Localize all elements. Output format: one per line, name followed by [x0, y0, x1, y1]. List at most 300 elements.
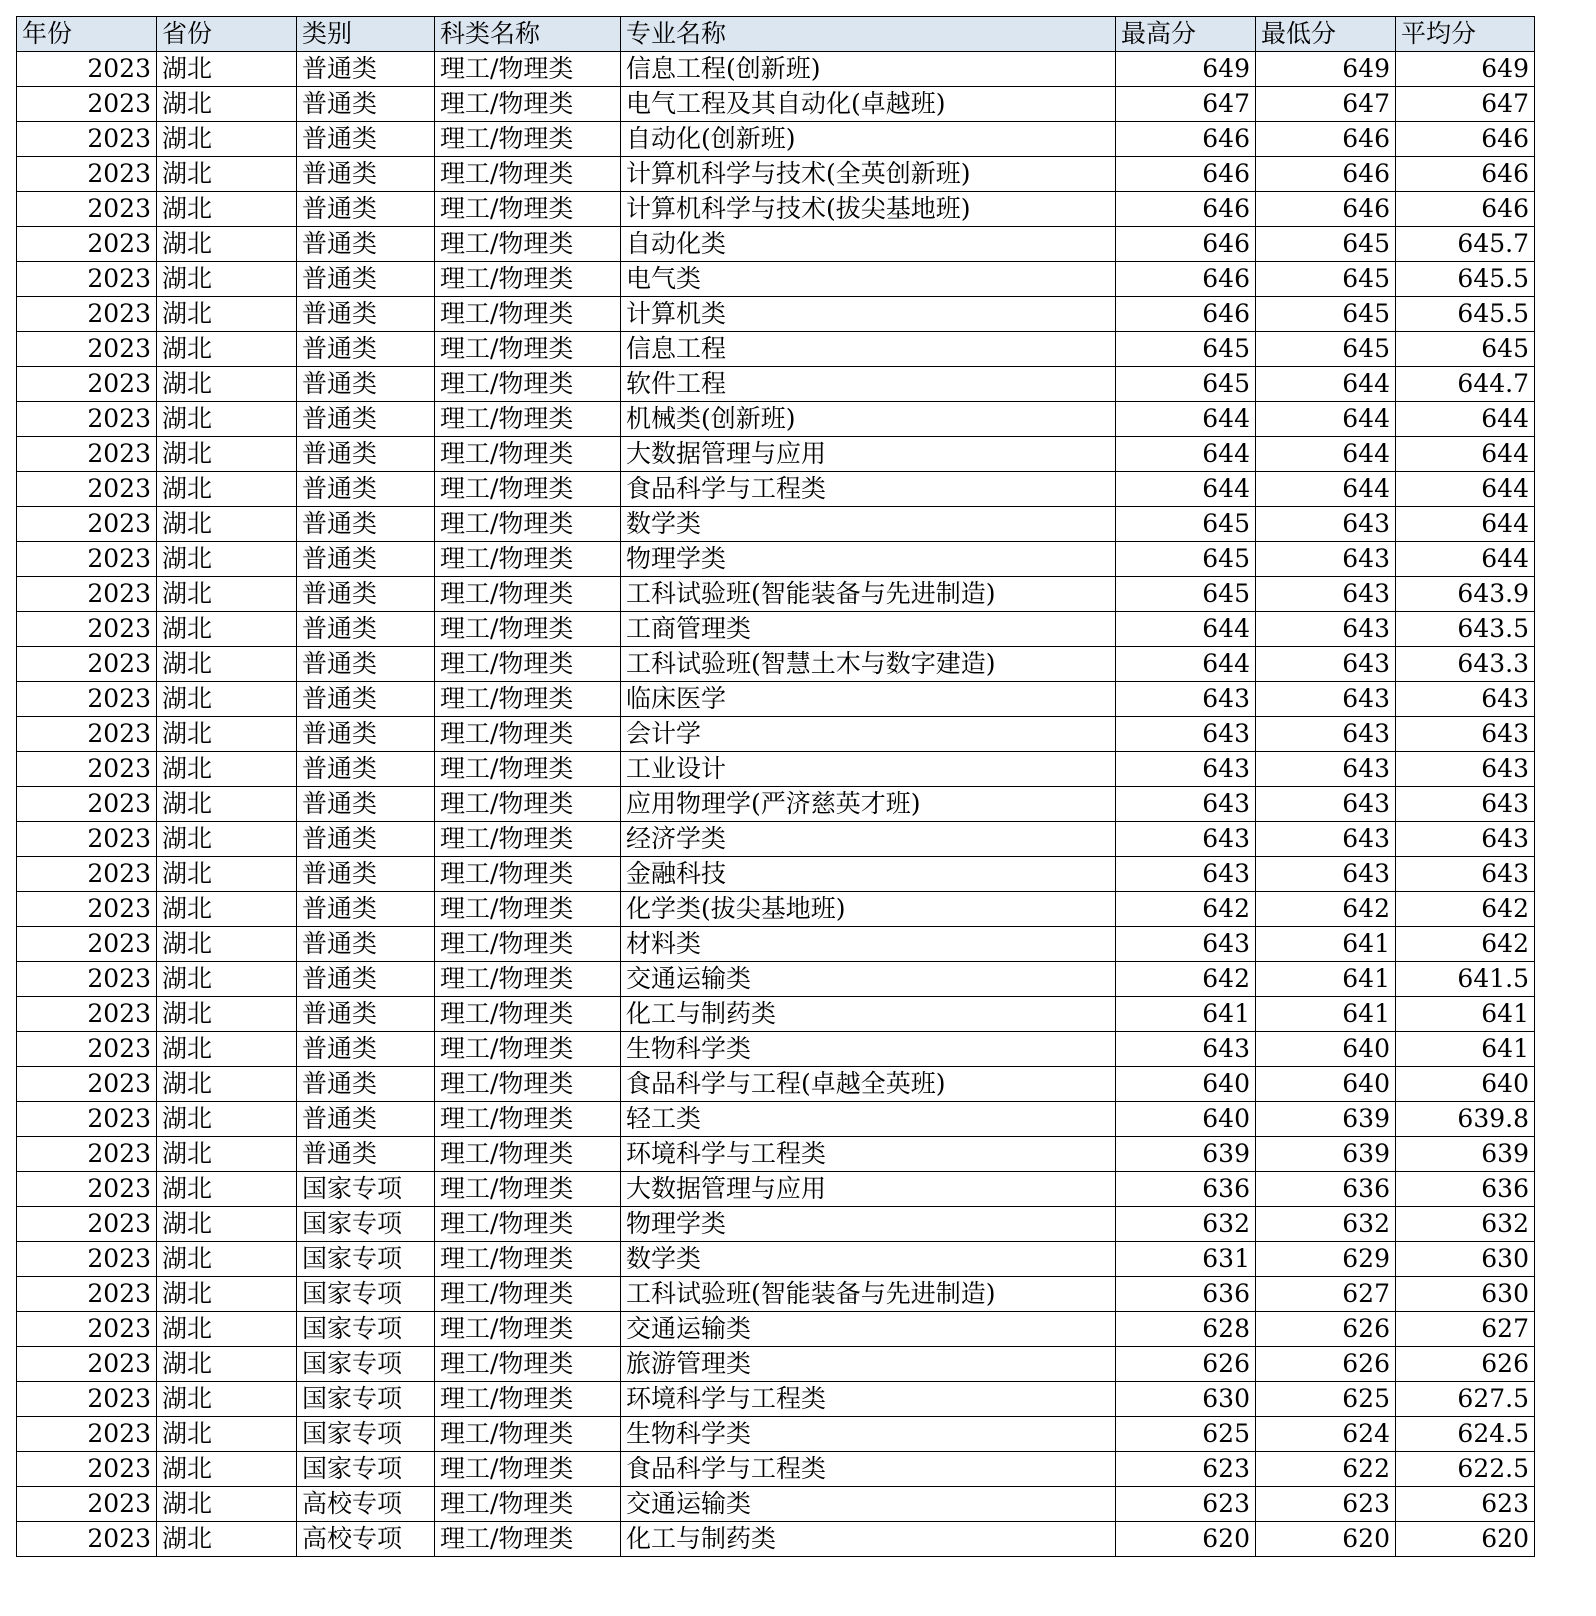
year-cell: 2023 [17, 227, 157, 262]
major-cell: 物理学类 [621, 1207, 1116, 1242]
subject-type-cell: 理工/物理类 [435, 157, 621, 192]
avg-score-cell: 643 [1396, 787, 1535, 822]
max-score-cell: 643 [1116, 752, 1256, 787]
category-cell: 普通类 [297, 122, 435, 157]
header-min-score: 最低分 [1256, 17, 1396, 52]
table-row [17, 612, 1535, 647]
min-score-cell: 643 [1256, 822, 1396, 857]
max-score-cell: 645 [1116, 332, 1256, 367]
year-cell: 2023 [17, 612, 157, 647]
max-score-cell: 649 [1116, 52, 1256, 87]
subject-type-cell: 理工/物理类 [435, 1137, 621, 1172]
avg-score-cell: 644 [1396, 402, 1535, 437]
province-cell: 湖北 [157, 1067, 297, 1102]
province-cell: 湖北 [157, 472, 297, 507]
province-cell: 湖北 [157, 787, 297, 822]
subject-type-cell: 理工/物理类 [435, 1417, 621, 1452]
table-row [17, 752, 1535, 787]
subject-type-cell: 理工/物理类 [435, 1277, 621, 1312]
max-score-cell: 643 [1116, 1032, 1256, 1067]
header-max-score: 最高分 [1116, 17, 1256, 52]
avg-score-cell: 645.5 [1396, 262, 1535, 297]
province-cell: 湖北 [157, 857, 297, 892]
min-score-cell: 643 [1256, 542, 1396, 577]
subject-type-cell: 理工/物理类 [435, 87, 621, 122]
subject-type-cell: 理工/物理类 [435, 1312, 621, 1347]
province-cell: 湖北 [157, 612, 297, 647]
subject-type-cell: 理工/物理类 [435, 962, 621, 997]
avg-score-cell: 645 [1396, 332, 1535, 367]
province-cell: 湖北 [157, 1242, 297, 1277]
avg-score-cell: 643 [1396, 822, 1535, 857]
subject-type-cell: 理工/物理类 [435, 542, 621, 577]
subject-type-cell: 理工/物理类 [435, 612, 621, 647]
table-row [17, 157, 1535, 192]
avg-score-cell: 649 [1396, 52, 1535, 87]
min-score-cell: 643 [1256, 507, 1396, 542]
subject-type-cell: 理工/物理类 [435, 262, 621, 297]
table-row [17, 577, 1535, 612]
category-cell: 国家专项 [297, 1172, 435, 1207]
min-score-cell: 643 [1256, 612, 1396, 647]
table-row [17, 367, 1535, 402]
min-score-cell: 639 [1256, 1137, 1396, 1172]
avg-score-cell: 644.7 [1396, 367, 1535, 402]
min-score-cell: 627 [1256, 1277, 1396, 1312]
min-score-cell: 643 [1256, 717, 1396, 752]
avg-score-cell: 646 [1396, 157, 1535, 192]
max-score-cell: 646 [1116, 192, 1256, 227]
min-score-cell: 629 [1256, 1242, 1396, 1277]
province-cell: 湖北 [157, 682, 297, 717]
province-cell: 湖北 [157, 1487, 297, 1522]
table-row [17, 1032, 1535, 1067]
subject-type-cell: 理工/物理类 [435, 927, 621, 962]
table-row [17, 1242, 1535, 1277]
province-cell: 湖北 [157, 542, 297, 577]
max-score-cell: 623 [1116, 1452, 1256, 1487]
year-cell: 2023 [17, 892, 157, 927]
subject-type-cell: 理工/物理类 [435, 1207, 621, 1242]
min-score-cell: 644 [1256, 402, 1396, 437]
category-cell: 普通类 [297, 1102, 435, 1137]
min-score-cell: 646 [1256, 157, 1396, 192]
avg-score-cell: 643 [1396, 857, 1535, 892]
province-cell: 湖北 [157, 87, 297, 122]
avg-score-cell: 644 [1396, 472, 1535, 507]
major-cell: 临床医学 [621, 682, 1116, 717]
table-row [17, 1172, 1535, 1207]
table-row [17, 1312, 1535, 1347]
min-score-cell: 646 [1256, 122, 1396, 157]
subject-type-cell: 理工/物理类 [435, 297, 621, 332]
major-cell: 环境科学与工程类 [621, 1137, 1116, 1172]
category-cell: 普通类 [297, 472, 435, 507]
max-score-cell: 643 [1116, 857, 1256, 892]
category-cell: 普通类 [297, 297, 435, 332]
major-cell: 材料类 [621, 927, 1116, 962]
year-cell: 2023 [17, 857, 157, 892]
avg-score-cell: 644 [1396, 437, 1535, 472]
major-cell: 计算机科学与技术(全英创新班) [621, 157, 1116, 192]
major-cell: 大数据管理与应用 [621, 1172, 1116, 1207]
max-score-cell: 636 [1116, 1172, 1256, 1207]
avg-score-cell: 644 [1396, 507, 1535, 542]
max-score-cell: 644 [1116, 612, 1256, 647]
category-cell: 普通类 [297, 822, 435, 857]
subject-type-cell: 理工/物理类 [435, 682, 621, 717]
major-cell: 经济学类 [621, 822, 1116, 857]
table-row [17, 87, 1535, 122]
avg-score-cell: 620 [1396, 1522, 1535, 1557]
category-cell: 普通类 [297, 87, 435, 122]
year-cell: 2023 [17, 1032, 157, 1067]
max-score-cell: 636 [1116, 1277, 1256, 1312]
score-table [16, 16, 1535, 1557]
year-cell: 2023 [17, 647, 157, 682]
province-cell: 湖北 [157, 1347, 297, 1382]
header-subject-type: 科类名称 [435, 17, 621, 52]
year-cell: 2023 [17, 1067, 157, 1102]
category-cell: 普通类 [297, 682, 435, 717]
category-cell: 普通类 [297, 962, 435, 997]
major-cell: 信息工程(创新班) [621, 52, 1116, 87]
min-score-cell: 640 [1256, 1032, 1396, 1067]
avg-score-cell: 627.5 [1396, 1382, 1535, 1417]
min-score-cell: 643 [1256, 752, 1396, 787]
category-cell: 国家专项 [297, 1277, 435, 1312]
year-cell: 2023 [17, 1347, 157, 1382]
min-score-cell: 620 [1256, 1522, 1396, 1557]
avg-score-cell: 623 [1396, 1487, 1535, 1522]
min-score-cell: 632 [1256, 1207, 1396, 1242]
avg-score-cell: 642 [1396, 927, 1535, 962]
table-row [17, 1382, 1535, 1417]
major-cell: 工科试验班(智能装备与先进制造) [621, 577, 1116, 612]
category-cell: 普通类 [297, 192, 435, 227]
table-row [17, 52, 1535, 87]
min-score-cell: 643 [1256, 647, 1396, 682]
major-cell: 计算机科学与技术(拔尖基地班) [621, 192, 1116, 227]
avg-score-cell: 646 [1396, 122, 1535, 157]
min-score-cell: 644 [1256, 472, 1396, 507]
year-cell: 2023 [17, 962, 157, 997]
year-cell: 2023 [17, 472, 157, 507]
subject-type-cell: 理工/物理类 [435, 1102, 621, 1137]
year-cell: 2023 [17, 822, 157, 857]
category-cell: 国家专项 [297, 1452, 435, 1487]
table-row [17, 787, 1535, 822]
category-cell: 普通类 [297, 1032, 435, 1067]
table-row [17, 822, 1535, 857]
category-cell: 普通类 [297, 262, 435, 297]
year-cell: 2023 [17, 577, 157, 612]
avg-score-cell: 641 [1396, 1032, 1535, 1067]
year-cell: 2023 [17, 297, 157, 332]
subject-type-cell: 理工/物理类 [435, 787, 621, 822]
major-cell: 信息工程 [621, 332, 1116, 367]
category-cell: 国家专项 [297, 1207, 435, 1242]
subject-type-cell: 理工/物理类 [435, 752, 621, 787]
year-cell: 2023 [17, 752, 157, 787]
min-score-cell: 643 [1256, 682, 1396, 717]
category-cell: 高校专项 [297, 1487, 435, 1522]
year-cell: 2023 [17, 122, 157, 157]
category-cell: 普通类 [297, 927, 435, 962]
max-score-cell: 646 [1116, 262, 1256, 297]
province-cell: 湖北 [157, 367, 297, 402]
province-cell: 湖北 [157, 892, 297, 927]
province-cell: 湖北 [157, 1312, 297, 1347]
subject-type-cell: 理工/物理类 [435, 1172, 621, 1207]
category-cell: 普通类 [297, 507, 435, 542]
max-score-cell: 632 [1116, 1207, 1256, 1242]
subject-type-cell: 理工/物理类 [435, 1032, 621, 1067]
major-cell: 自动化(创新班) [621, 122, 1116, 157]
year-cell: 2023 [17, 1207, 157, 1242]
min-score-cell: 645 [1256, 297, 1396, 332]
subject-type-cell: 理工/物理类 [435, 717, 621, 752]
max-score-cell: 625 [1116, 1417, 1256, 1452]
major-cell: 生物科学类 [621, 1417, 1116, 1452]
min-score-cell: 645 [1256, 227, 1396, 262]
major-cell: 旅游管理类 [621, 1347, 1116, 1382]
major-cell: 金融科技 [621, 857, 1116, 892]
province-cell: 湖北 [157, 1032, 297, 1067]
avg-score-cell: 622.5 [1396, 1452, 1535, 1487]
max-score-cell: 645 [1116, 367, 1256, 402]
subject-type-cell: 理工/物理类 [435, 1382, 621, 1417]
major-cell: 交通运输类 [621, 1487, 1116, 1522]
category-cell: 普通类 [297, 1067, 435, 1102]
category-cell: 普通类 [297, 647, 435, 682]
year-cell: 2023 [17, 52, 157, 87]
category-cell: 普通类 [297, 997, 435, 1032]
table-row [17, 1102, 1535, 1137]
major-cell: 工商管理类 [621, 612, 1116, 647]
min-score-cell: 643 [1256, 577, 1396, 612]
category-cell: 高校专项 [297, 1522, 435, 1557]
avg-score-cell: 643 [1396, 752, 1535, 787]
max-score-cell: 630 [1116, 1382, 1256, 1417]
table-row [17, 1137, 1535, 1172]
subject-type-cell: 理工/物理类 [435, 997, 621, 1032]
category-cell: 国家专项 [297, 1347, 435, 1382]
max-score-cell: 639 [1116, 1137, 1256, 1172]
province-cell: 湖北 [157, 1172, 297, 1207]
max-score-cell: 628 [1116, 1312, 1256, 1347]
max-score-cell: 643 [1116, 927, 1256, 962]
max-score-cell: 623 [1116, 1487, 1256, 1522]
max-score-cell: 644 [1116, 647, 1256, 682]
major-cell: 机械类(创新班) [621, 402, 1116, 437]
min-score-cell: 641 [1256, 927, 1396, 962]
min-score-cell: 639 [1256, 1102, 1396, 1137]
year-cell: 2023 [17, 332, 157, 367]
header-major: 专业名称 [621, 17, 1116, 52]
year-cell: 2023 [17, 682, 157, 717]
max-score-cell: 645 [1116, 507, 1256, 542]
header-year: 年份 [17, 17, 157, 52]
major-cell: 数学类 [621, 1242, 1116, 1277]
major-cell: 电气工程及其自动化(卓越班) [621, 87, 1116, 122]
max-score-cell: 640 [1116, 1102, 1256, 1137]
avg-score-cell: 639 [1396, 1137, 1535, 1172]
table-row [17, 297, 1535, 332]
table-row [17, 507, 1535, 542]
province-cell: 湖北 [157, 1382, 297, 1417]
max-score-cell: 645 [1116, 542, 1256, 577]
min-score-cell: 624 [1256, 1417, 1396, 1452]
min-score-cell: 636 [1256, 1172, 1396, 1207]
major-cell: 化学类(拔尖基地班) [621, 892, 1116, 927]
category-cell: 国家专项 [297, 1312, 435, 1347]
category-cell: 普通类 [297, 752, 435, 787]
major-cell: 食品科学与工程类 [621, 472, 1116, 507]
year-cell: 2023 [17, 192, 157, 227]
year-cell: 2023 [17, 437, 157, 472]
max-score-cell: 620 [1116, 1522, 1256, 1557]
max-score-cell: 642 [1116, 962, 1256, 997]
subject-type-cell: 理工/物理类 [435, 122, 621, 157]
province-cell: 湖北 [157, 402, 297, 437]
year-cell: 2023 [17, 927, 157, 962]
province-cell: 湖北 [157, 822, 297, 857]
category-cell: 普通类 [297, 1137, 435, 1172]
year-cell: 2023 [17, 1102, 157, 1137]
header-avg-score: 平均分 [1396, 17, 1535, 52]
category-cell: 普通类 [297, 227, 435, 262]
max-score-cell: 647 [1116, 87, 1256, 122]
subject-type-cell: 理工/物理类 [435, 1242, 621, 1277]
min-score-cell: 649 [1256, 52, 1396, 87]
year-cell: 2023 [17, 1522, 157, 1557]
table-row [17, 1207, 1535, 1242]
major-cell: 化工与制药类 [621, 997, 1116, 1032]
year-cell: 2023 [17, 87, 157, 122]
max-score-cell: 644 [1116, 437, 1256, 472]
min-score-cell: 645 [1256, 262, 1396, 297]
year-cell: 2023 [17, 1172, 157, 1207]
avg-score-cell: 647 [1396, 87, 1535, 122]
major-cell: 食品科学与工程(卓越全英班) [621, 1067, 1116, 1102]
header-province: 省份 [157, 17, 297, 52]
max-score-cell: 626 [1116, 1347, 1256, 1382]
min-score-cell: 644 [1256, 437, 1396, 472]
year-cell: 2023 [17, 402, 157, 437]
subject-type-cell: 理工/物理类 [435, 1487, 621, 1522]
major-cell: 应用物理学(严济慈英才班) [621, 787, 1116, 822]
major-cell: 数学类 [621, 507, 1116, 542]
province-cell: 湖北 [157, 1522, 297, 1557]
category-cell: 普通类 [297, 437, 435, 472]
category-cell: 普通类 [297, 787, 435, 822]
major-cell: 工科试验班(智慧土木与数字建造) [621, 647, 1116, 682]
major-cell: 软件工程 [621, 367, 1116, 402]
avg-score-cell: 639.8 [1396, 1102, 1535, 1137]
table-row [17, 437, 1535, 472]
table-row [17, 1522, 1535, 1557]
year-cell: 2023 [17, 1417, 157, 1452]
province-cell: 湖北 [157, 1102, 297, 1137]
year-cell: 2023 [17, 507, 157, 542]
min-score-cell: 625 [1256, 1382, 1396, 1417]
category-cell: 普通类 [297, 857, 435, 892]
table-row [17, 262, 1535, 297]
table-row [17, 402, 1535, 437]
category-cell: 普通类 [297, 402, 435, 437]
subject-type-cell: 理工/物理类 [435, 1347, 621, 1382]
min-score-cell: 626 [1256, 1347, 1396, 1382]
avg-score-cell: 636 [1396, 1172, 1535, 1207]
avg-score-cell: 642 [1396, 892, 1535, 927]
min-score-cell: 640 [1256, 1067, 1396, 1102]
avg-score-cell: 626 [1396, 1347, 1535, 1382]
avg-score-cell: 624.5 [1396, 1417, 1535, 1452]
province-cell: 湖北 [157, 507, 297, 542]
province-cell: 湖北 [157, 1417, 297, 1452]
avg-score-cell: 646 [1396, 192, 1535, 227]
category-cell: 国家专项 [297, 1417, 435, 1452]
avg-score-cell: 643.3 [1396, 647, 1535, 682]
category-cell: 普通类 [297, 892, 435, 927]
subject-type-cell: 理工/物理类 [435, 367, 621, 402]
min-score-cell: 644 [1256, 367, 1396, 402]
major-cell: 生物科学类 [621, 1032, 1116, 1067]
subject-type-cell: 理工/物理类 [435, 192, 621, 227]
max-score-cell: 644 [1116, 472, 1256, 507]
avg-score-cell: 643 [1396, 682, 1535, 717]
category-cell: 普通类 [297, 332, 435, 367]
province-cell: 湖北 [157, 262, 297, 297]
major-cell: 轻工类 [621, 1102, 1116, 1137]
year-cell: 2023 [17, 1277, 157, 1312]
max-score-cell: 631 [1116, 1242, 1256, 1277]
min-score-cell: 641 [1256, 997, 1396, 1032]
category-cell: 国家专项 [297, 1242, 435, 1277]
avg-score-cell: 641 [1396, 997, 1535, 1032]
year-cell: 2023 [17, 997, 157, 1032]
table-row [17, 1417, 1535, 1452]
province-cell: 湖北 [157, 332, 297, 367]
avg-score-cell: 643.9 [1396, 577, 1535, 612]
max-score-cell: 645 [1116, 577, 1256, 612]
min-score-cell: 641 [1256, 962, 1396, 997]
subject-type-cell: 理工/物理类 [435, 507, 621, 542]
table-row [17, 682, 1535, 717]
province-cell: 湖北 [157, 437, 297, 472]
table-row [17, 927, 1535, 962]
table-row [17, 1277, 1535, 1312]
max-score-cell: 646 [1116, 297, 1256, 332]
category-cell: 普通类 [297, 717, 435, 752]
province-cell: 湖北 [157, 1452, 297, 1487]
min-score-cell: 646 [1256, 192, 1396, 227]
avg-score-cell: 645.5 [1396, 297, 1535, 332]
min-score-cell: 642 [1256, 892, 1396, 927]
min-score-cell: 623 [1256, 1487, 1396, 1522]
province-cell: 湖北 [157, 577, 297, 612]
table-row [17, 1347, 1535, 1382]
table-row [17, 1067, 1535, 1102]
category-cell: 普通类 [297, 542, 435, 577]
table-body [17, 52, 1535, 1557]
major-cell: 交通运输类 [621, 962, 1116, 997]
max-score-cell: 646 [1116, 157, 1256, 192]
max-score-cell: 643 [1116, 717, 1256, 752]
province-cell: 湖北 [157, 157, 297, 192]
major-cell: 自动化类 [621, 227, 1116, 262]
